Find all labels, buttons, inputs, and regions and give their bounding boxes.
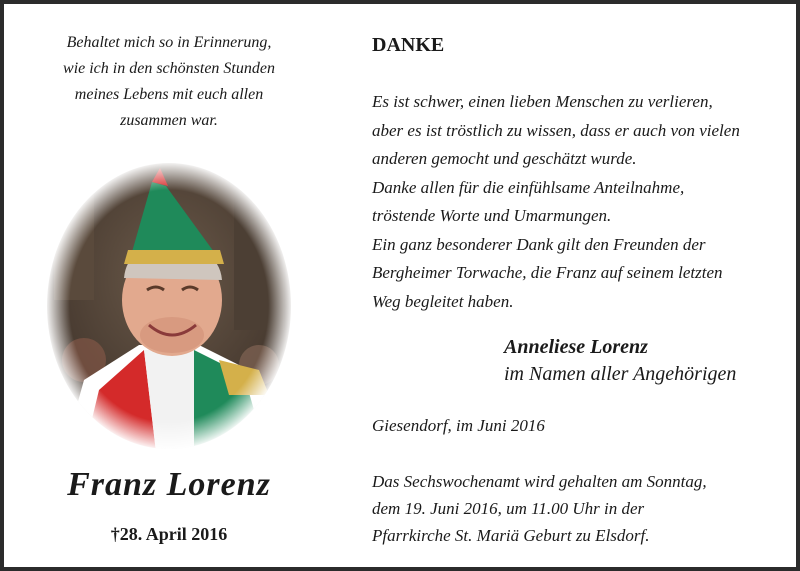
text-line: dem 19. Juni 2016, um 11.00 Uhr in der: [372, 499, 645, 518]
text-line: Das Sechswochenamt wird gehalten am Sonntag,: [372, 472, 707, 491]
text-line: aber es ist tröstlich zu wissen, dass er auch von vielen: [372, 120, 740, 140]
poem-line: Behaltet mich so in Erinnerung,: [66, 34, 272, 51]
text-line: anderen gemocht und geschätzt wurde.: [372, 149, 637, 168]
poem-line: wie ich in den schönsten Stunden: [63, 60, 275, 77]
text-line: Weg begleitet haben.: [372, 291, 514, 311]
text-line: Ein ganz besonderer Dank gilt den Freunden der: [372, 234, 706, 254]
signature-block: [504, 334, 736, 388]
signature-subtitle: im Namen aller Angehörigen: [504, 363, 737, 385]
thanks-text: [372, 88, 792, 316]
signature-name: Anneliese Lorenz: [504, 336, 648, 358]
text-line: Danke allen für die einfühlsame Anteilnahme,: [372, 177, 685, 197]
left-column: [8, 4, 330, 567]
deceased-name: Franz Lorenz: [67, 466, 271, 503]
text-line: tröstende Worte und Umarmungen.: [372, 206, 612, 225]
text-line: Pfarrkirche St. Mariä Geburt zu Elsdorf.: [372, 526, 650, 545]
poem-line: meines Lebens mit euch allen: [74, 86, 264, 103]
text-line: Bergheimer Torwache, die Franz auf seinem letzten: [372, 263, 723, 282]
service-notice: [372, 468, 792, 549]
poem-line: zusammen war.: [120, 112, 218, 129]
thanks-heading: DANKE: [372, 34, 445, 56]
text-line: Es ist schwer, einen lieben Menschen zu verlieren,: [372, 92, 713, 111]
place-date: Giesendorf, im Juni 2016: [372, 416, 545, 435]
right-column: [372, 4, 792, 567]
memorial-poem: [8, 30, 330, 134]
portrait-photo: [44, 160, 294, 452]
death-date: †28. April 2016: [110, 524, 228, 544]
